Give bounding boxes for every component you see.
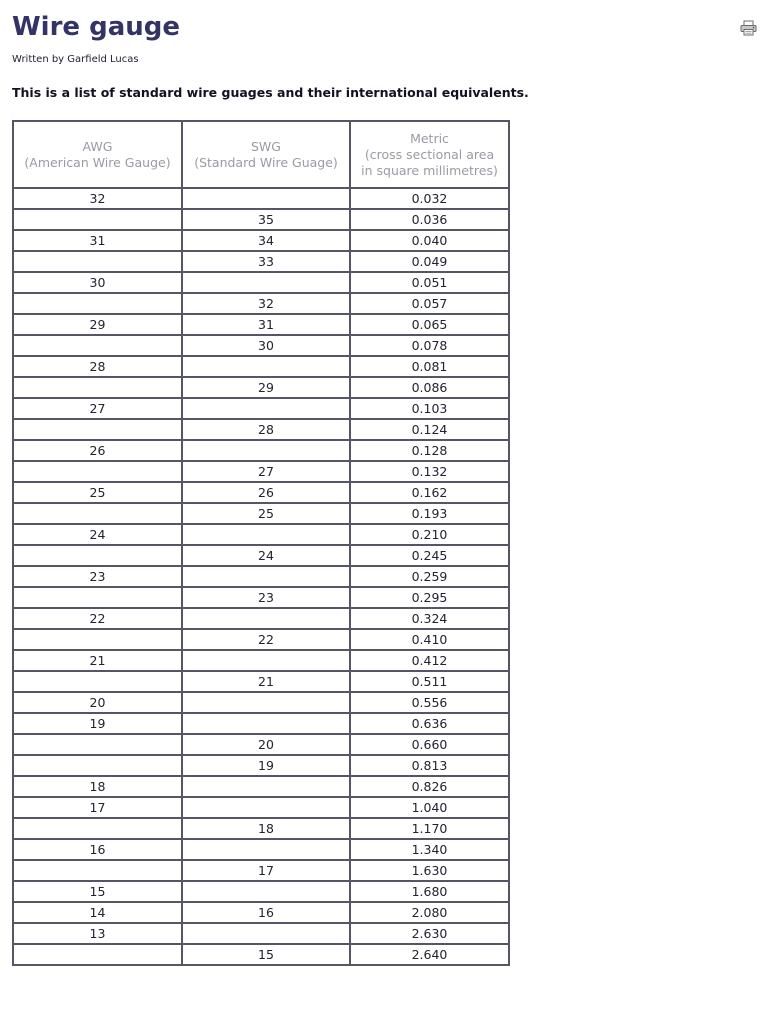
cell-awg <box>13 293 182 314</box>
printer-icon[interactable] <box>740 20 757 36</box>
cell-awg: 19 <box>13 713 182 734</box>
cell-metric: 0.245 <box>350 545 509 566</box>
cell-awg <box>13 503 182 524</box>
cell-swg: 28 <box>182 419 350 440</box>
intro-text: This is a list of standard wire guages and their international equivalents. <box>12 85 529 100</box>
cell-swg <box>182 797 350 818</box>
table-row <box>13 314 509 335</box>
table-row <box>13 398 509 419</box>
cell-swg: 16 <box>182 902 350 923</box>
cell-metric: 1.630 <box>350 860 509 881</box>
table-row <box>13 944 509 965</box>
table-row <box>13 545 509 566</box>
cell-swg: 15 <box>182 944 350 965</box>
cell-awg <box>13 734 182 755</box>
cell-awg <box>13 209 182 230</box>
cell-swg: 29 <box>182 377 350 398</box>
cell-awg: 23 <box>13 566 182 587</box>
header-metric-line-3: in square millimetres) <box>361 162 498 178</box>
cell-awg <box>13 377 182 398</box>
cell-metric: 0.086 <box>350 377 509 398</box>
cell-awg: 31 <box>13 230 182 251</box>
cell-swg <box>182 566 350 587</box>
cell-metric: 0.259 <box>350 566 509 587</box>
cell-swg <box>182 923 350 944</box>
cell-metric: 1.170 <box>350 818 509 839</box>
cell-swg <box>182 440 350 461</box>
cell-swg: 21 <box>182 671 350 692</box>
cell-metric: 0.826 <box>350 776 509 797</box>
cell-swg: 27 <box>182 461 350 482</box>
cell-swg: 35 <box>182 209 350 230</box>
table-row <box>13 734 509 755</box>
cell-swg: 30 <box>182 335 350 356</box>
cell-awg: 16 <box>13 839 182 860</box>
cell-swg: 32 <box>182 293 350 314</box>
cell-awg <box>13 755 182 776</box>
header-swg-line-1: SWG <box>251 138 281 154</box>
cell-awg: 15 <box>13 881 182 902</box>
cell-metric: 0.813 <box>350 755 509 776</box>
cell-swg <box>182 398 350 419</box>
cell-swg <box>182 839 350 860</box>
cell-metric: 0.295 <box>350 587 509 608</box>
cell-awg: 24 <box>13 524 182 545</box>
cell-swg: 34 <box>182 230 350 251</box>
cell-swg: 19 <box>182 755 350 776</box>
author-byline: Written by Garfield Lucas <box>12 54 139 65</box>
header-metric <box>350 121 509 188</box>
cell-awg <box>13 587 182 608</box>
cell-metric: 0.078 <box>350 335 509 356</box>
cell-awg: 25 <box>13 482 182 503</box>
table-row <box>13 797 509 818</box>
cell-swg: 17 <box>182 860 350 881</box>
cell-awg: 26 <box>13 440 182 461</box>
table-row <box>13 608 509 629</box>
cell-swg <box>182 608 350 629</box>
table-row <box>13 335 509 356</box>
table-row <box>13 881 509 902</box>
table-row <box>13 587 509 608</box>
table-row <box>13 356 509 377</box>
cell-swg <box>182 524 350 545</box>
header-metric-line-2: (cross sectional area <box>364 146 495 162</box>
cell-metric: 0.556 <box>350 692 509 713</box>
cell-awg: 22 <box>13 608 182 629</box>
cell-awg: 20 <box>13 692 182 713</box>
cell-metric: 0.412 <box>350 650 509 671</box>
header-swg <box>182 121 350 188</box>
cell-awg: 14 <box>13 902 182 923</box>
cell-swg: 31 <box>182 314 350 335</box>
cell-metric: 2.640 <box>350 944 509 965</box>
table-row <box>13 692 509 713</box>
cell-awg <box>13 335 182 356</box>
cell-metric: 0.032 <box>350 188 509 209</box>
table-row <box>13 293 509 314</box>
cell-swg <box>182 881 350 902</box>
cell-metric: 2.630 <box>350 923 509 944</box>
table-row <box>13 188 509 209</box>
cell-swg <box>182 272 350 293</box>
table-row <box>13 818 509 839</box>
table-row <box>13 377 509 398</box>
cell-metric: 0.081 <box>350 356 509 377</box>
cell-metric: 1.040 <box>350 797 509 818</box>
cell-metric: 2.080 <box>350 902 509 923</box>
cell-awg: 30 <box>13 272 182 293</box>
cell-awg: 21 <box>13 650 182 671</box>
cell-awg <box>13 671 182 692</box>
cell-swg: 33 <box>182 251 350 272</box>
table-body <box>13 188 509 965</box>
cell-metric: 0.057 <box>350 293 509 314</box>
cell-swg: 18 <box>182 818 350 839</box>
header-metric-line-1: Metric <box>410 130 449 146</box>
table-row <box>13 524 509 545</box>
table-row <box>13 713 509 734</box>
cell-metric: 0.040 <box>350 230 509 251</box>
wire-gauge-table <box>12 120 510 966</box>
cell-awg <box>13 629 182 650</box>
cell-metric: 0.410 <box>350 629 509 650</box>
cell-metric: 0.036 <box>350 209 509 230</box>
table-row <box>13 566 509 587</box>
table-row <box>13 209 509 230</box>
cell-swg <box>182 650 350 671</box>
cell-swg: 24 <box>182 545 350 566</box>
cell-swg <box>182 692 350 713</box>
table-row <box>13 650 509 671</box>
cell-swg <box>182 356 350 377</box>
cell-metric: 0.132 <box>350 461 509 482</box>
table-row <box>13 923 509 944</box>
cell-awg <box>13 251 182 272</box>
cell-awg: 28 <box>13 356 182 377</box>
cell-awg <box>13 461 182 482</box>
header-awg-line-1: AWG <box>82 138 113 154</box>
cell-swg <box>182 713 350 734</box>
cell-metric: 0.051 <box>350 272 509 293</box>
header-swg-line-2: (Standard Wire Guage) <box>194 154 338 170</box>
cell-metric: 0.511 <box>350 671 509 692</box>
table-row <box>13 860 509 881</box>
cell-swg: 22 <box>182 629 350 650</box>
cell-swg: 20 <box>182 734 350 755</box>
table-row <box>13 461 509 482</box>
table-row <box>13 482 509 503</box>
page-title: Wire gauge <box>12 12 181 42</box>
table-row <box>13 272 509 293</box>
table-row <box>13 839 509 860</box>
table-row <box>13 776 509 797</box>
cell-swg <box>182 188 350 209</box>
cell-awg <box>13 944 182 965</box>
cell-metric: 0.210 <box>350 524 509 545</box>
cell-swg: 23 <box>182 587 350 608</box>
cell-metric: 0.065 <box>350 314 509 335</box>
cell-metric: 0.049 <box>350 251 509 272</box>
cell-metric: 0.660 <box>350 734 509 755</box>
table-row <box>13 440 509 461</box>
table-row <box>13 230 509 251</box>
cell-awg: 13 <box>13 923 182 944</box>
cell-awg: 32 <box>13 188 182 209</box>
cell-swg <box>182 776 350 797</box>
cell-swg: 26 <box>182 482 350 503</box>
cell-metric: 0.193 <box>350 503 509 524</box>
cell-metric: 1.680 <box>350 881 509 902</box>
table-row <box>13 629 509 650</box>
cell-awg <box>13 545 182 566</box>
cell-awg <box>13 860 182 881</box>
table-row <box>13 419 509 440</box>
table-row <box>13 251 509 272</box>
cell-metric: 0.103 <box>350 398 509 419</box>
cell-awg: 18 <box>13 776 182 797</box>
cell-metric: 0.124 <box>350 419 509 440</box>
table-header-row <box>13 121 509 188</box>
cell-awg: 27 <box>13 398 182 419</box>
cell-metric: 0.324 <box>350 608 509 629</box>
cell-swg: 25 <box>182 503 350 524</box>
header-awg-line-2: (American Wire Gauge) <box>24 154 171 170</box>
cell-awg: 17 <box>13 797 182 818</box>
cell-awg: 29 <box>13 314 182 335</box>
header-awg <box>13 121 182 188</box>
cell-awg <box>13 419 182 440</box>
table-row <box>13 671 509 692</box>
cell-metric: 0.636 <box>350 713 509 734</box>
cell-metric: 0.162 <box>350 482 509 503</box>
table-row <box>13 902 509 923</box>
table-row <box>13 755 509 776</box>
table-row <box>13 503 509 524</box>
cell-awg <box>13 818 182 839</box>
cell-metric: 1.340 <box>350 839 509 860</box>
cell-metric: 0.128 <box>350 440 509 461</box>
